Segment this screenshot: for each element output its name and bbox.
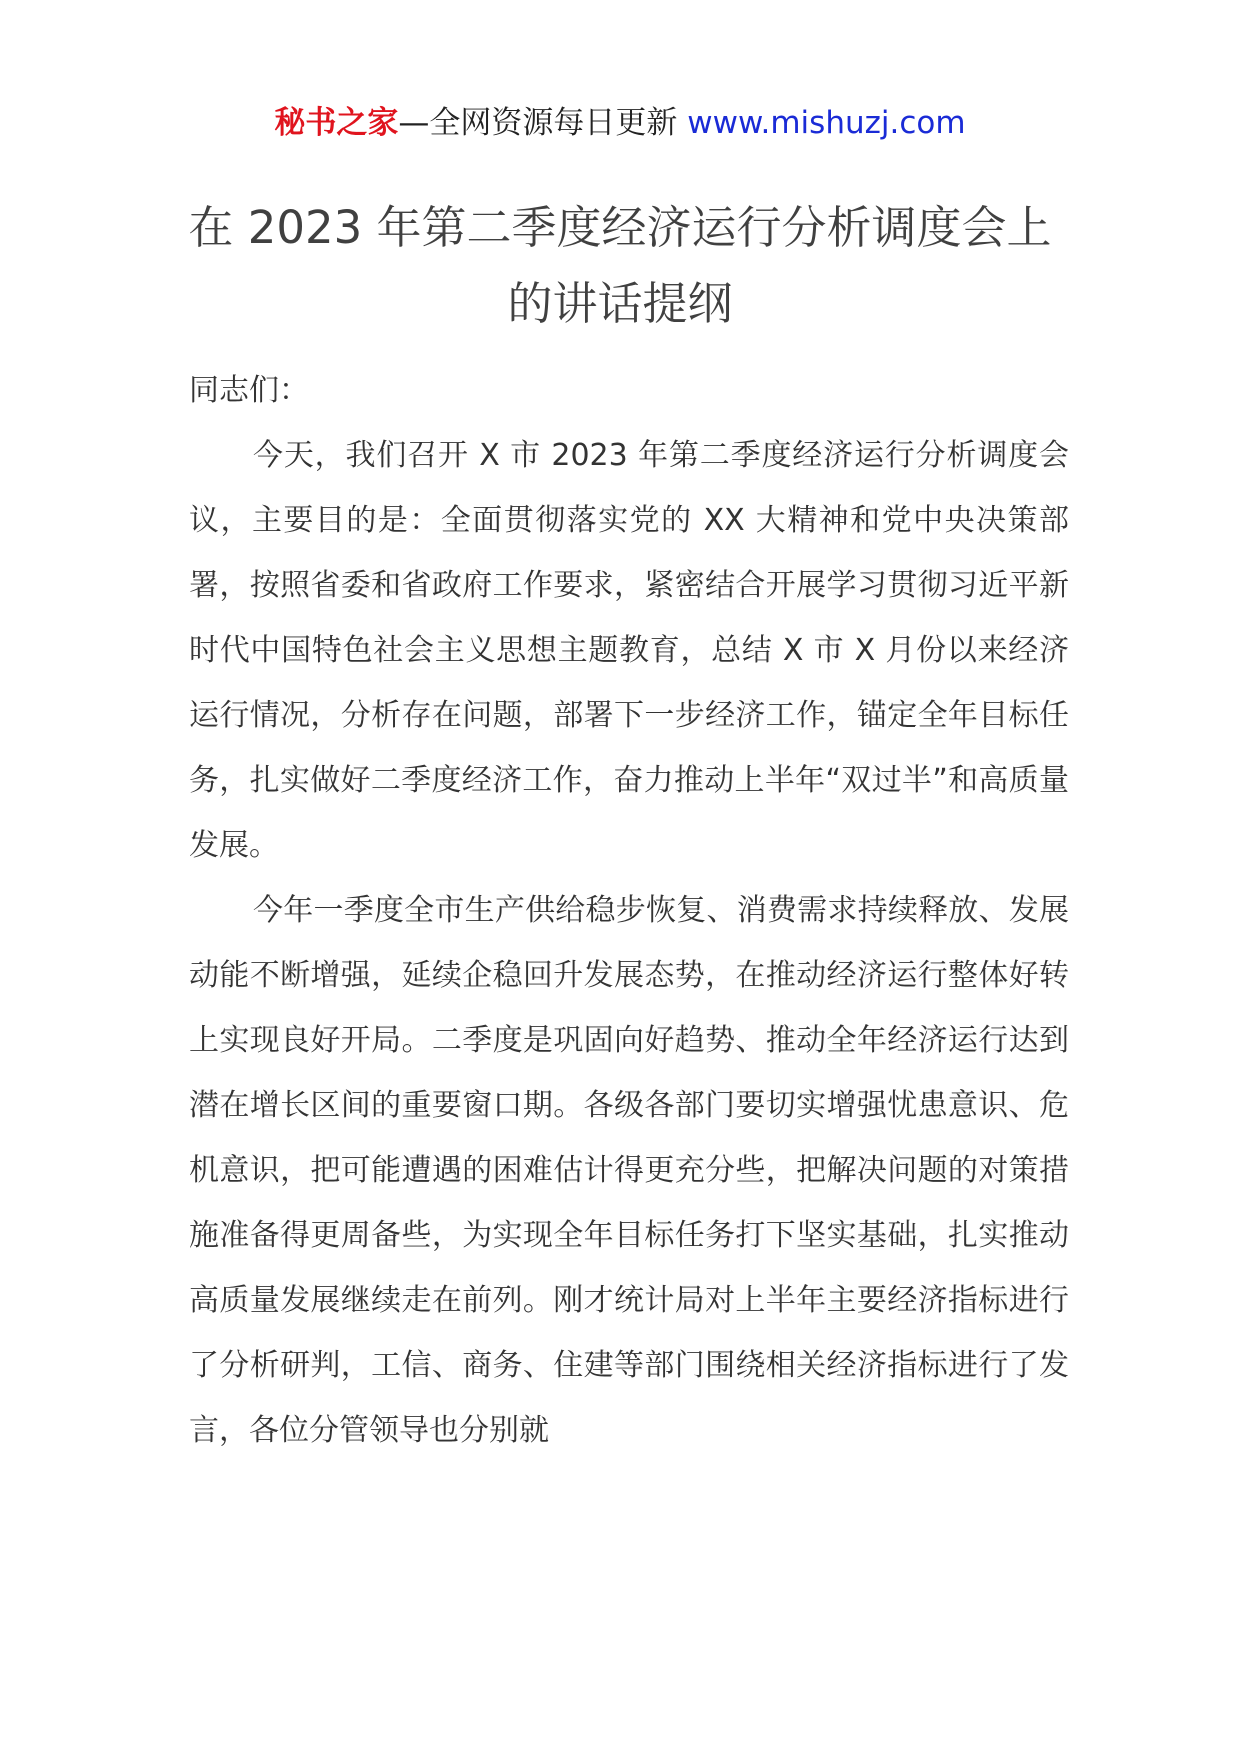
paragraph-1: 今天，我们召开 X 市 2023 年第二季度经济运行分析调度会议，主要目的是：全面贯彻落实党的 XX 大精神和党中央决策部署，按照省委和省政府工作要求，紧密结合开展学习贯彻习近平新时代中国特色社会主义思想主题教育，总结 X 市 X 月份以来经济运行情况，分析存在问题，部署下一步经济工作，锚定全年目标任务，扎实做好二季度经济工作，奋力推动上半年“双过半”和高质量发展。 — [189, 438, 1069, 863]
title-line-2: 的讲话提纲 — [507, 277, 733, 330]
salutation: 同志们： — [189, 373, 309, 408]
brand-name: 秘书之家 — [274, 105, 399, 141]
header-tagline: —全网资源每日更新 — [398, 105, 678, 141]
document-title — [150, 190, 1090, 342]
title-line-1: 在 2023 年第二季度经济运行分析调度会上 — [188, 201, 1052, 254]
document-body — [189, 358, 1069, 1463]
site-header-banner — [0, 100, 1240, 146]
paragraph-2: 今年一季度全市生产供给稳步恢复、消费需求持续释放、发展动能不断增强，延续企稳回升发展态势，在推动经济运行整体好转上实现良好开局。二季度是巩固向好趋势、推动全年经济运行达到潜在增长区间的重要窗口期。各级各部门要切实增强忧患意识、危机意识，把可能遭遇的困难估计得更充分些，把解决问题的对策措施准备得更周备些，为实现全年目标任务打下坚实基础，扎实推动高质量发展继续走在前列。刚才统计局对上半年主要经济指标进行了分析研判，工信、商务、住建等部门围绕相关经济指标进行了发言，各位分管领导也分别就 — [189, 893, 1069, 1448]
site-url-link[interactable]: www.mishuzj.com — [687, 105, 966, 141]
